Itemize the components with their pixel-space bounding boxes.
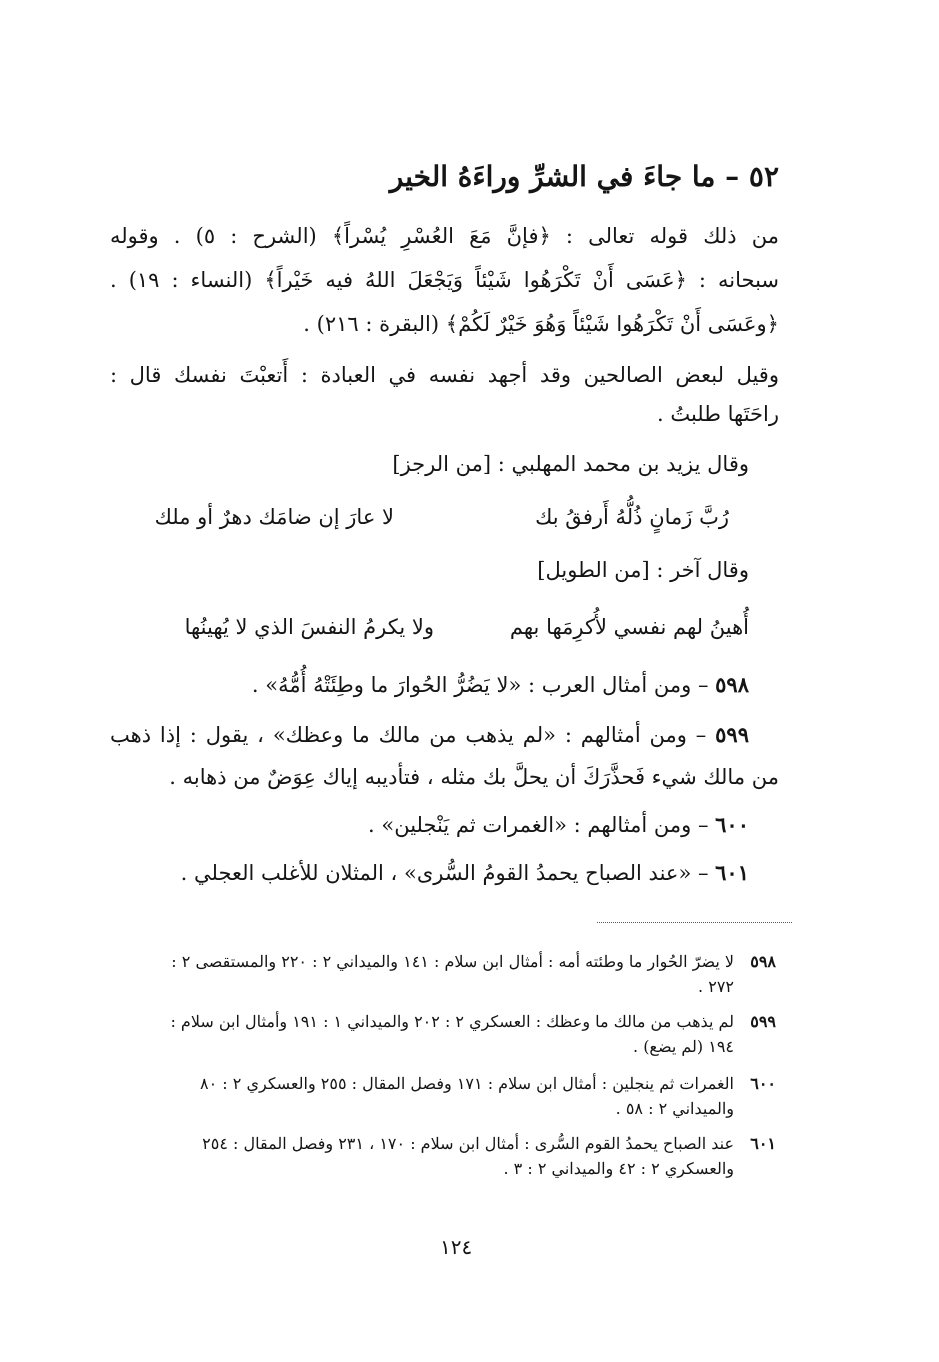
footnote-number: ٦٠١ [750,1134,776,1153]
proverb-number: ٦٠٠ [715,812,749,837]
footnote-line: لا يضرّ الحُوار ما وطئته أمه : أمثال ابن سلام : ١٤١ والميداني ٢ : ٢٢٠ والمستقصى ٢ : [171,952,734,971]
footnote-number: ٥٩٨ [750,952,776,971]
footnote-600 [110,1072,776,1122]
poem2-hemistich-2: ولا يكرمُ النفسَ الذي لا يُهينُها [184,615,434,639]
poem1-intro: وقال يزيد بن محمد المهلبي : [من الرجز] [392,452,749,476]
footnote-line: والعسكري ٢ : ٤٢ والميداني ٢ : ٣ . [503,1158,734,1178]
proverb-598 [252,672,749,698]
poem2-hemistich-1: أُهينُ لهم نفسي لأُكرِمَها بهم [509,615,749,639]
footnote-line: ٢٧٢ . [698,976,734,996]
chapter-heading: ٥٢ – ما جاءَ في الشرِّ وراءَهُ الخير [389,160,779,193]
footnote-line: ١٩٤ (لم يضع) . [633,1036,734,1056]
proverb-599-continuation: من مالك شيء فَحذَّرَكَ أن يحلَّ بك مثله ، فتأديبه إياك عِوَضٌ من ذهابه . [169,765,779,789]
paragraph-line-1: من ذلك قوله تعالى : ﴿فإنَّ مَعَ العُسْرِ يُسْراً﴾ (الشرح : ٥) . وقوله [110,224,780,248]
footnote-line: عند الصباح يحمدُ القوم السُّرى : أمثال ابن سلام : ١٧٠ ، ٢٣١ وفصل المقال : ٢٥٤ [202,1134,734,1153]
footnote-number: ٥٩٩ [750,1012,776,1031]
paragraph-line-5: راحَتَها طلبتُ . [656,402,779,426]
footnote-601 [110,1132,776,1182]
paragraph-line-4: وقيل لبعض الصالحين وقد أجهد نفسه في العبادة : أَتعبْتَ نفسك قال : [110,363,779,387]
poem2-intro: وقال آخر : [من الطويل] [537,558,749,582]
proverb-599 [110,722,749,748]
footnote-number: ٦٠٠ [750,1074,776,1093]
proverb-600 [368,812,749,838]
paragraph-line-3: ﴿وعَسَى أَنْ تَكْرَهُوا شَيْئاً وَهُوَ خَيْرٌ لَكُمْ﴾ (البقرة : ٢١٦) . [303,312,779,336]
page-number: ١٢٤ [440,1235,473,1259]
proverb-number: ٦٠١ [715,860,749,885]
footnote-598 [110,950,776,1000]
proverb-601 [181,860,749,886]
proverb-text: – ومن أمثالهم : «الغمرات ثم يَنْجلين» . [368,813,709,837]
proverb-text: – ومن أمثالهم : «لم يذهب من مالك ما وعظك» ، يقول : إذا ذهب [110,723,707,747]
footnote-divider [597,922,792,923]
footnote-line: والميداني ٢ : ٥٨ . [615,1098,734,1118]
proverb-text: – ومن أمثال العرب : «لا يَضُرُّ الحُوارَ ما وطِئَتْهُ أُمُّهُ» . [251,673,709,697]
proverb-number: ٥٩٩ [715,722,749,747]
paragraph-line-2: سبحانه : ﴿عَسَى أَنْ تَكْرَهُوا شَيْئاً وَيَجْعَلَ اللهُ فيه خَيْراً﴾ (النساء : ١٩) . [110,268,780,292]
proverb-text: – «عند الصباح يحمدُ القومُ السُّرى» ، المثلان للأغلب العجلي . [180,861,709,885]
footnote-line: لم يذهب من مالك ما وعظك : العسكري ٢ : ٢٠٢ والميداني ١ : ١٩١ وأمثال ابن سلام : [170,1012,734,1031]
poem1-hemistich-1: رُبَّ زَمانٍ ذُلُّهُ أَرفقُ بك [535,505,729,529]
proverb-number: ٥٩٨ [715,672,749,697]
footnote-line: الغمرات ثم ينجلين : أمثال ابن سلام : ١٧١ وفصل المقال : ٢٥٥ والعسكري ٢ : ٨٠ [200,1074,734,1093]
poem1-hemistich-2: لا عارَ إن ضامَك دهرٌ أو ملك [154,505,394,529]
footnote-599 [110,1010,776,1060]
